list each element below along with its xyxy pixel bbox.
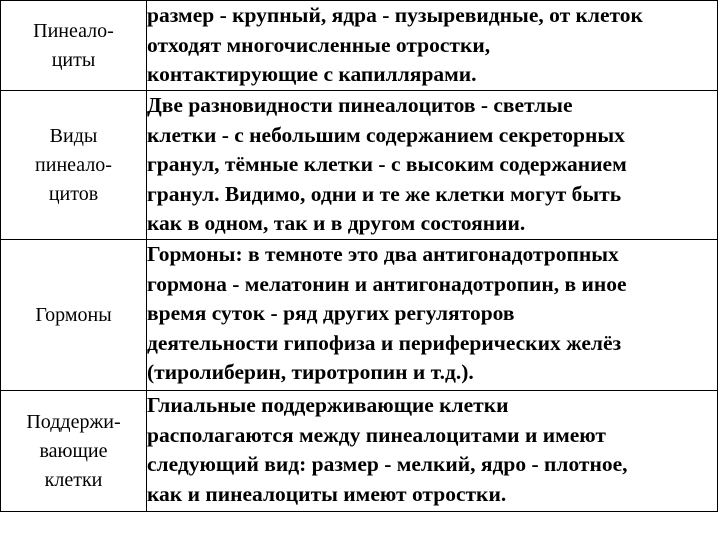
term-cell-pinealocyte-types bbox=[1, 91, 147, 240]
term-line: Гормоны bbox=[35, 303, 112, 326]
term-cell-pinealocytes bbox=[1, 1, 147, 91]
term-cell-supporting-cells bbox=[1, 391, 147, 512]
description-line: гормона - мелатонин и антигонадотропин, в иное bbox=[147, 271, 627, 296]
term-cell-hormones bbox=[1, 240, 147, 391]
description-line: гранул, тёмные клетки - с высоким содержанием bbox=[147, 152, 627, 176]
term-line: цитов bbox=[48, 182, 99, 205]
description-line: контактирующие с капиллярами. bbox=[147, 62, 477, 86]
description-line: (тиролиберин, тиротропин и т.д.). bbox=[147, 360, 474, 384]
table-row bbox=[1, 1, 718, 91]
term-line: Пинеало- bbox=[33, 19, 114, 42]
description-cell bbox=[147, 391, 718, 512]
description-line: Гормоны: в темноте это два антигонадотропных bbox=[147, 242, 619, 266]
description-line: гранул. Видимо, одни и те же клетки могут быть bbox=[147, 181, 622, 206]
table-row bbox=[1, 240, 718, 391]
description-line: деятельности гипофиза и периферических желёз bbox=[147, 330, 622, 355]
term-line: пинеало- bbox=[35, 153, 112, 176]
description-line: как и пинеалоциты имеют отростки. bbox=[147, 481, 507, 506]
description-line: размер - крупный, ядра - пузыревидные, от клеток bbox=[147, 3, 643, 27]
description-line: Глиальные поддерживающие клетки bbox=[147, 393, 509, 417]
term-line: Поддержи- bbox=[26, 410, 121, 433]
term-line: вающие bbox=[39, 439, 108, 462]
table-row bbox=[1, 391, 718, 512]
description-cell bbox=[147, 91, 718, 240]
description-line: время суток - ряд других регуляторов bbox=[147, 301, 515, 325]
description-cell bbox=[147, 1, 718, 91]
term-line: циты bbox=[51, 48, 96, 71]
description-line: следующий вид: размер - мелкий, ядро - плотное, bbox=[147, 452, 628, 476]
term-line: клетки bbox=[44, 468, 103, 491]
description-cell bbox=[147, 240, 718, 391]
term-line: Виды bbox=[49, 124, 98, 147]
description-line: отходят многочисленные отростки, bbox=[147, 32, 491, 57]
description-line: Две разновидности пинеалоцитов - светлые bbox=[147, 93, 573, 117]
description-line: располагаются между пинеалоцитами и имеют bbox=[147, 422, 606, 447]
table-row bbox=[1, 91, 718, 240]
description-line: клетки - с небольшим содержанием секреторных bbox=[147, 122, 625, 147]
description-line: как в одном, так и в другом состоянии. bbox=[147, 211, 526, 235]
